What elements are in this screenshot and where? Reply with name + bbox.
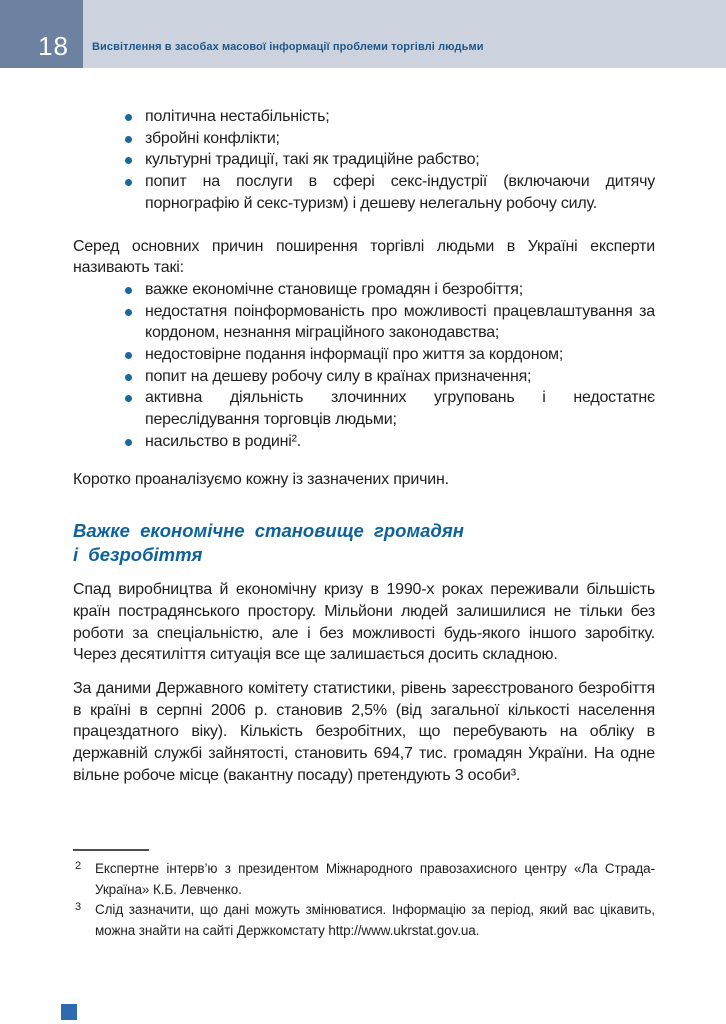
footnote (73, 859, 655, 900)
footnote-separator (73, 849, 149, 851)
page-number: 18 (38, 31, 69, 61)
footnote-text: Експертне інтерв’ю з президентом Міжнародного правозахисного центру «Ла Страда-Україна» К.Б. Левченко. (95, 861, 655, 897)
section-heading-line: і безробіття (73, 544, 203, 566)
bullet-icon (125, 352, 132, 359)
bullet-icon (125, 439, 132, 446)
footnote-marker: 2 (75, 860, 82, 872)
footnote-text: Слід зазначити, що дані можуть змінюватися. Інформацію за період, який вас цікавить, можна знайти на сайті Держкомстату http://www.ukrstat.gov.ua. (95, 902, 655, 938)
closing-paragraph: Коротко проаналізуємо кожну із зазначених причин. (73, 470, 449, 488)
page-number-box (0, 0, 83, 68)
bullet-text: активна діяльність злочинних угруповань і недостатнє переслідування торговців людьми; (145, 389, 655, 429)
bullet-icon (125, 114, 132, 121)
bullet-text: культурні традиції, такі як традиційне рабство; (145, 151, 480, 169)
bullet-text: попит на послуги в сфері секс-індустрії (включаючи дитячу порнографію й секс-туризм) і дешеву нелегальну робочу силу. (145, 173, 655, 212)
section-heading (73, 519, 655, 567)
section-heading-line: Важке економічне становище громадян (73, 520, 464, 542)
bullet-text: важке економічне становище громадян і безробіття; (145, 280, 523, 298)
list-item (73, 387, 655, 430)
bullet-icon (125, 179, 132, 186)
list-item (73, 149, 655, 171)
list-item (73, 344, 655, 366)
bullet-icon (125, 157, 132, 164)
section-paragraph: За даними Державного комітету статистики, рівень зареєстрованого безробіття в країні в серпні 2006 р. становив 2,5% (від загальної кількості населення працездатного віку). Кількість безробітних, що перебувають на обліку в державній службі зайнятості, становить 694,7 тис. громадян України. На одне вільне робоче місце (вакантну посаду) претендують 3 особи³. (73, 680, 655, 784)
page-corner-mark (61, 1004, 77, 1020)
bullet-text: політична нестабільність; (145, 108, 330, 125)
footnote-marker: 3 (75, 901, 82, 914)
lead-paragraph: Серед основних причин поширення торгівлі людьми в Україні експерти називають такі: (73, 237, 655, 277)
bullet-text: недостатня поінформованість про можливості працевлаштування за кордоном, незнання міграційного законодавства; (145, 302, 655, 342)
list-item (73, 301, 655, 344)
list-item (73, 106, 655, 128)
list-item (73, 431, 655, 453)
footnote-block (73, 849, 655, 941)
bullet-icon (125, 395, 132, 402)
bullet-icon (125, 136, 132, 143)
bullet-text: збройні конфлікти; (145, 129, 280, 147)
bullet-icon (125, 287, 132, 294)
list-item (73, 171, 655, 214)
bullet-text: насильство в родині². (145, 432, 301, 450)
list-item (73, 279, 655, 301)
list-item (73, 128, 655, 150)
causes-bullet-list (73, 279, 655, 453)
running-header-title: Висвітлення в засобах масової інформації проблеми торгівлі людьми (92, 41, 484, 53)
footnote (73, 900, 655, 941)
bullet-text: недостовірне подання інформації про життя за кордоном; (145, 346, 564, 364)
bullet-icon (125, 309, 132, 316)
intro-bullet-list (73, 106, 655, 215)
section-paragraph: Спад виробництва й економічну кризу в 1990-х роках переживали більшість країн пострадянського простору. Мільйони людей залишилися не тільки без роботи за спеціальністю, але і без можливості будь-якого іншого заробітку. Через десятиліття ситуація все ще залишається досить складною. (73, 581, 655, 664)
bullet-text: попит на дешеву робочу силу в країнах призначення; (145, 367, 532, 385)
page-header (0, 0, 726, 68)
list-item (73, 366, 655, 388)
page-content (73, 68, 655, 787)
bullet-icon (125, 374, 132, 381)
